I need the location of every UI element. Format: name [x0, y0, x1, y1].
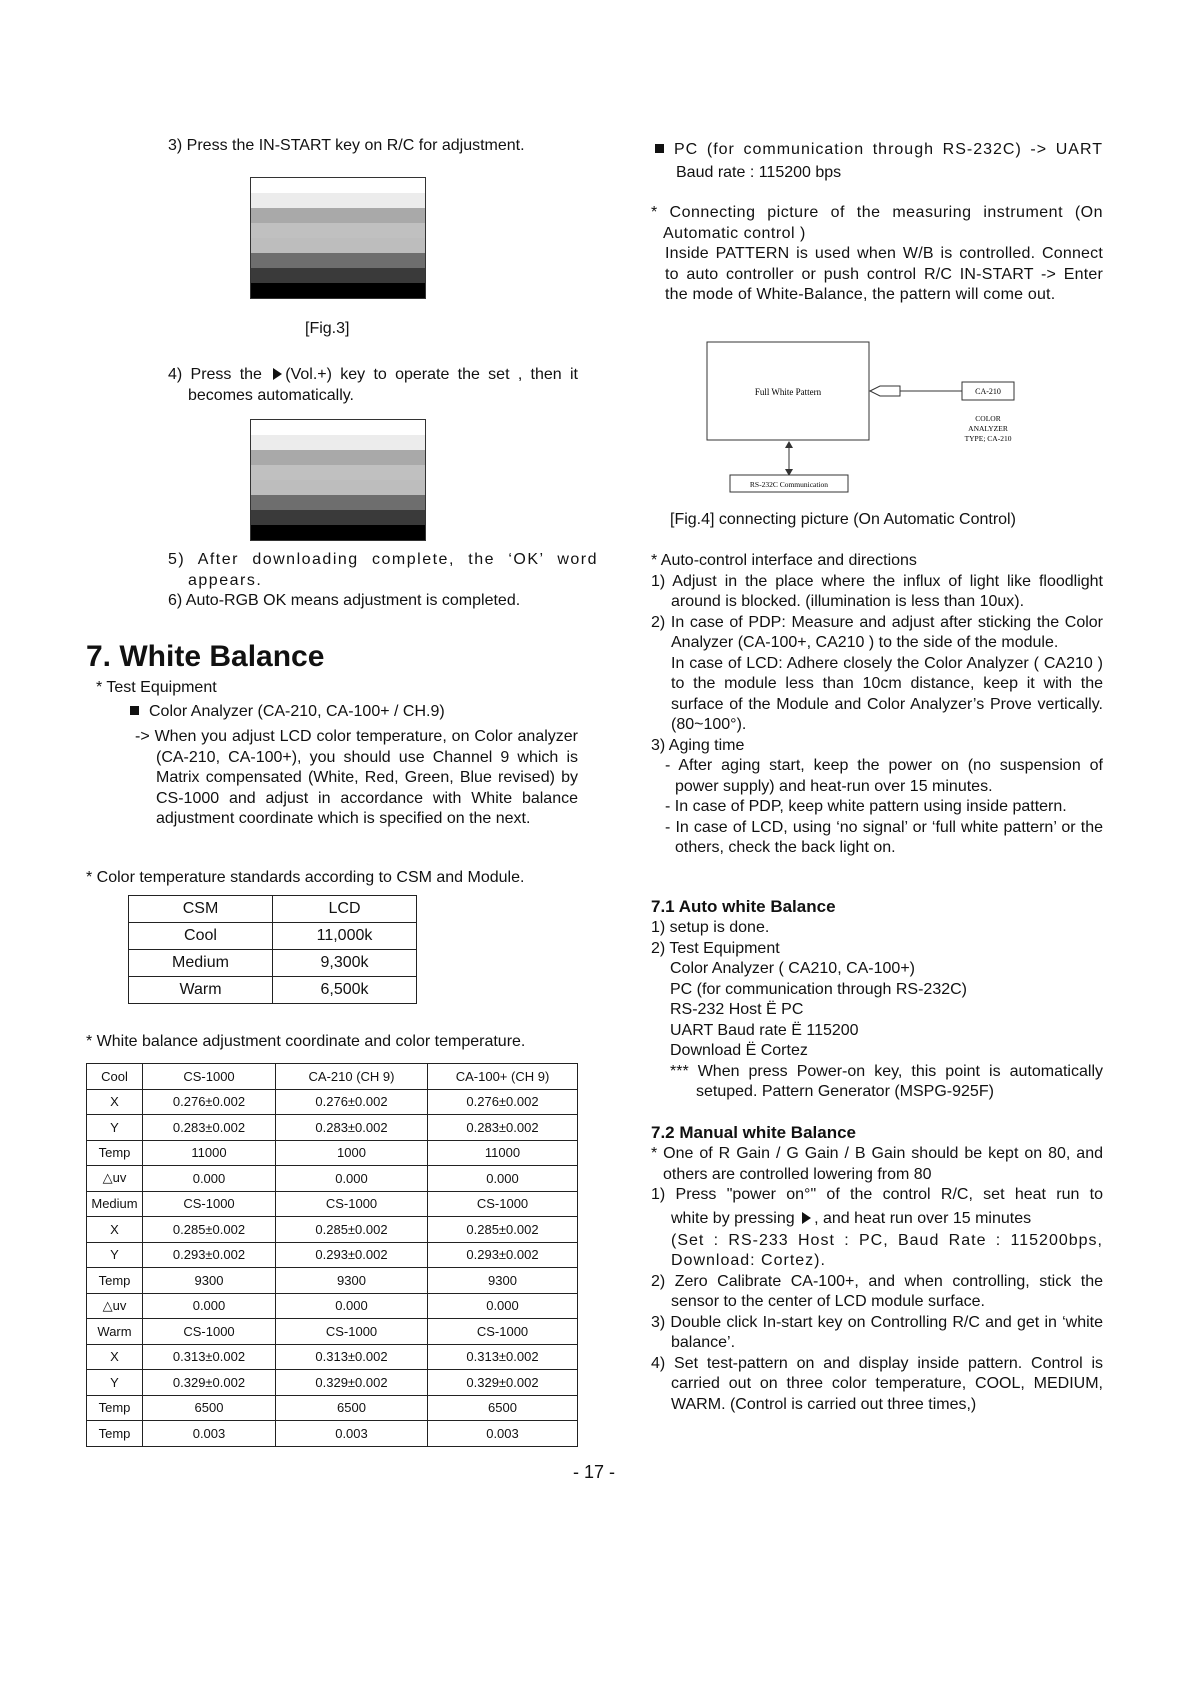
table-cell: 0.313±0.002 — [276, 1344, 428, 1370]
color-analyzer-item — [130, 702, 445, 723]
table-cell: 0.276±0.002 — [276, 1089, 428, 1115]
pc-uart-line — [655, 140, 1103, 183]
connection-diagram — [700, 340, 1030, 500]
table-cell: 0.283±0.002 — [428, 1115, 578, 1141]
item-3b: - In case of PDP, keep white pattern using inside pattern. — [665, 798, 1067, 815]
table-cell: 1000 — [276, 1140, 428, 1166]
table-cell: 0.276±0.002 — [428, 1089, 578, 1115]
table-cell: 9,300k — [273, 950, 417, 977]
table-cell: △uv — [87, 1166, 143, 1192]
color-analyzer-text: Color Analyzer (CA-210, CA-100+ / CH.9) — [149, 703, 445, 720]
table-cell: Medium — [87, 1191, 143, 1217]
wb-heading: * White balance adjustment coordinate and color temperature. — [86, 1033, 526, 1050]
s72-item-1b: white by pressing — [671, 1209, 795, 1227]
s71-item-2a: Color Analyzer ( CA210, CA-100+) — [670, 960, 915, 977]
table-row — [87, 1064, 578, 1090]
rs232-label: RS-232C Communication — [749, 480, 829, 489]
table-cell: △uv — [87, 1293, 143, 1319]
table-cell: 6500 — [143, 1395, 276, 1421]
page-number: - 17 - — [573, 1462, 616, 1482]
s71-item-2e: Download Ë Cortez — [670, 1042, 808, 1059]
item-2a: 2) In case of PDP: Measure and adjust after sticking the Color Analyzer (CA-100+, CA210 ) to the side of the module. — [651, 613, 1103, 651]
table-cell: 0.285±0.002 — [428, 1217, 578, 1243]
item-2b: In case of LCD: Adhere closely the Color Analyzer ( CA210 ) to the module less than 10cm distance, keep it with the surface of the Module and Color Analyzer’s Prove vertically.(80~100°). — [671, 654, 1103, 733]
s72-intro: * One of R Gain / G Gain / B Gain should be kept on 80, and others are controlled lowering from 80 — [651, 1145, 1103, 1183]
table-row — [129, 977, 417, 1004]
table-cell: 6500 — [276, 1395, 428, 1421]
analyzer-label-3: TYPE; CA-210 — [964, 434, 1012, 443]
gray-pattern-fig3 — [250, 177, 426, 299]
fig3-caption: [Fig.3] — [305, 320, 350, 337]
table-cell: Temp — [87, 1140, 143, 1166]
table-cell: 0.000 — [428, 1293, 578, 1319]
wb-coordinate-table — [86, 1063, 578, 1447]
table-row — [87, 1191, 578, 1217]
section-7-1 — [651, 896, 1103, 1103]
connecting-body: Inside PATTERN is used when W/B is controlled. Connect to auto controller or push control R/C IN-START -> Enter the mode of White-Balance, the pattern will come out. — [665, 245, 1103, 303]
table-row — [87, 1115, 578, 1141]
s72-item-1d: (Set : RS-233 Host : PC, Baud Rate : 115200bps, Download: Cortez). — [671, 1231, 1103, 1269]
table-cell: CA-100+ (CH 9) — [428, 1064, 578, 1090]
table-cell: 9300 — [276, 1268, 428, 1294]
table-cell: X — [87, 1089, 143, 1115]
table-cell: Y — [87, 1370, 143, 1396]
table-cell: 0.329±0.002 — [143, 1370, 276, 1396]
step-4-text: 4) Press the — [168, 366, 262, 383]
table-cell: 0.000 — [276, 1293, 428, 1319]
table-row — [87, 1421, 578, 1447]
table-cell: Cool — [87, 1064, 143, 1090]
table-row — [87, 1089, 578, 1115]
item-3: 3) Aging time — [651, 736, 745, 754]
s71-item-1: 1) setup is done. — [651, 919, 770, 936]
play-icon — [273, 368, 282, 380]
step-4 — [168, 365, 578, 406]
table-row — [87, 1140, 578, 1166]
table-cell: 0.000 — [276, 1166, 428, 1192]
table-cell: LCD — [273, 896, 417, 923]
sec71-title: 7.1 Auto white Balance — [651, 897, 836, 916]
table-cell: 0.293±0.002 — [143, 1242, 276, 1268]
table-cell: 0.000 — [428, 1166, 578, 1192]
fig4-caption: [Fig.4] connecting picture (On Automatic Control) — [670, 511, 1016, 528]
table-cell: 6,500k — [273, 977, 417, 1004]
s71-note: *** When press Power-on key, this point is automatically setuped. Pattern Generator (MSPG-925F) — [670, 1062, 1103, 1100]
color-temp-heading: * Color temperature standards according to CSM and Module. — [86, 869, 525, 886]
csm-table — [128, 895, 417, 1004]
item-3a: - After aging start, keep the power on (no suspension of power supply) and heat-run over 15 minutes. — [665, 757, 1103, 795]
square-bullet-icon — [655, 144, 664, 153]
step-4-text-2: (Vol.+) key to operate the set , then it becomes automatically. — [188, 366, 578, 404]
table-cell: 0.285±0.002 — [143, 1217, 276, 1243]
table-cell: X — [87, 1217, 143, 1243]
table-cell: X — [87, 1344, 143, 1370]
s71-item-2: 2) Test Equipment — [651, 939, 780, 957]
table-cell: 0.003 — [143, 1421, 276, 1447]
analyzer-label-2: ANALYZER — [968, 424, 1008, 433]
pattern-label: Full White Pattern — [754, 387, 822, 397]
table-row — [87, 1319, 578, 1345]
table-row — [129, 923, 417, 950]
table-cell: CS-1000 — [428, 1319, 578, 1345]
sec72-title: 7.2 Manual white Balance — [651, 1123, 857, 1142]
sensor-probe-icon — [870, 386, 900, 396]
table-cell: CSM — [129, 896, 273, 923]
table-cell: 11,000k — [273, 923, 417, 950]
table-cell: CS-1000 — [276, 1319, 428, 1345]
table-cell: 6500 — [428, 1395, 578, 1421]
table-cell: Temp — [87, 1395, 143, 1421]
analyzer-label-1: COLOR — [975, 414, 1001, 423]
table-cell: Warm — [129, 977, 273, 1004]
table-row — [129, 896, 417, 923]
table-row — [87, 1395, 578, 1421]
table-row — [87, 1344, 578, 1370]
square-bullet-icon — [130, 706, 139, 715]
step-3: 3) Press the IN-START key on R/C for adjustment. — [168, 137, 525, 154]
table-cell: CS-1000 — [143, 1319, 276, 1345]
step-6: 6) Auto-RGB OK means adjustment is completed. — [168, 592, 521, 609]
section-7-2 — [651, 1122, 1103, 1415]
table-row — [87, 1268, 578, 1294]
table-cell: 0.313±0.002 — [428, 1344, 578, 1370]
table-cell: 0.000 — [143, 1166, 276, 1192]
pc-uart-text: PC (for communication through RS-232C) -> UART — [674, 141, 1103, 158]
table-row — [87, 1217, 578, 1243]
table-cell: 0.293±0.002 — [276, 1242, 428, 1268]
table-cell: Cool — [129, 923, 273, 950]
s72-item-3: 3) Double click In-start key on Controlling R/C and get in ‘white balance’. — [651, 1313, 1103, 1351]
table-cell: 0.276±0.002 — [143, 1089, 276, 1115]
gray-pattern-step4 — [250, 419, 426, 541]
channel-note: -> When you adjust LCD color temperature, on Color analyzer (CA-210, CA-100+), you should use Channel 9 which is Matrix compensated (White, Red, Green, Blue revised) by CS-1000 and adjust in accordance with White balance adjustment coordinate which is specified on the next. — [135, 728, 578, 827]
table-cell: 0.000 — [143, 1293, 276, 1319]
table-row — [87, 1166, 578, 1192]
table-cell: 9300 — [428, 1268, 578, 1294]
table-row — [129, 950, 417, 977]
table-cell: CA-210 (CH 9) — [276, 1064, 428, 1090]
table-cell: CS-1000 — [143, 1191, 276, 1217]
table-cell: 9300 — [143, 1268, 276, 1294]
table-cell: 0.313±0.002 — [143, 1344, 276, 1370]
table-cell: CS-1000 — [428, 1191, 578, 1217]
table-cell: Temp — [87, 1421, 143, 1447]
s72-item-2: 2) Zero Calibrate CA-100+, and when controlling, stick the sensor to the center of LCD module surface. — [651, 1272, 1103, 1310]
table-cell: 0.003 — [276, 1421, 428, 1447]
table-cell: 0.283±0.002 — [276, 1115, 428, 1141]
table-cell: Medium — [129, 950, 273, 977]
s72-item-4: 4) Set test-pattern on and display inside pattern. Control is carried out on three color temperature, COOL, MEDIUM, WARM. (Control is carried out three times,) — [651, 1354, 1103, 1413]
table-cell: 11000 — [428, 1140, 578, 1166]
arrow-up-icon — [785, 441, 793, 448]
s71-item-2d: UART Baud rate Ë 115200 — [670, 1021, 859, 1039]
table-cell: 0.329±0.002 — [276, 1370, 428, 1396]
s71-item-2b: PC (for communication through RS-232C) — [670, 980, 968, 998]
table-cell: 0.285±0.002 — [276, 1217, 428, 1243]
table-cell: 0.003 — [428, 1421, 578, 1447]
table-cell: CS-1000 — [276, 1191, 428, 1217]
test-equipment-label: * Test Equipment — [96, 679, 217, 696]
table-cell: 0.283±0.002 — [143, 1115, 276, 1141]
ca210-label: CA-210 — [975, 387, 1001, 396]
s71-item-2c: RS-232 Host Ë PC — [670, 1001, 804, 1018]
table-cell: 0.293±0.002 — [428, 1242, 578, 1268]
step-5: 5) After downloading complete, the ‘OK’ word appears. — [168, 551, 598, 589]
table-cell: Y — [87, 1115, 143, 1141]
table-cell: Warm — [87, 1319, 143, 1345]
table-cell: 0.329±0.002 — [428, 1370, 578, 1396]
table-cell: Temp — [87, 1268, 143, 1294]
item-3c: - In case of LCD, using ‘no signal’ or ‘full white pattern’ or the others, check the back light on. — [665, 818, 1103, 856]
table-row — [87, 1370, 578, 1396]
item-1: 1) Adjust in the place where the influx of light like floodlight around is blocked. (illumination is less than 10ux). — [651, 572, 1103, 610]
table-cell: Y — [87, 1242, 143, 1268]
auto-heading: * Auto-control interface and directions — [651, 552, 917, 569]
table-row — [87, 1242, 578, 1268]
auto-control-section — [651, 551, 1103, 859]
section-title: 7. White Balance — [86, 640, 325, 673]
baud-rate-text: Baud rate : 115200 bps — [676, 163, 842, 181]
table-cell: 11000 — [143, 1140, 276, 1166]
play-icon — [802, 1212, 811, 1224]
table-row — [87, 1293, 578, 1319]
s72-item-1a: 1) Press "power on°" of the control R/C, set heat run to — [651, 1186, 1103, 1203]
connecting-heading: * Connecting picture of the measuring instrument (On Automatic control ) — [651, 204, 1103, 242]
s72-item-1c: , and heat run over 15 minutes — [814, 1209, 1032, 1227]
table-cell: CS-1000 — [143, 1064, 276, 1090]
